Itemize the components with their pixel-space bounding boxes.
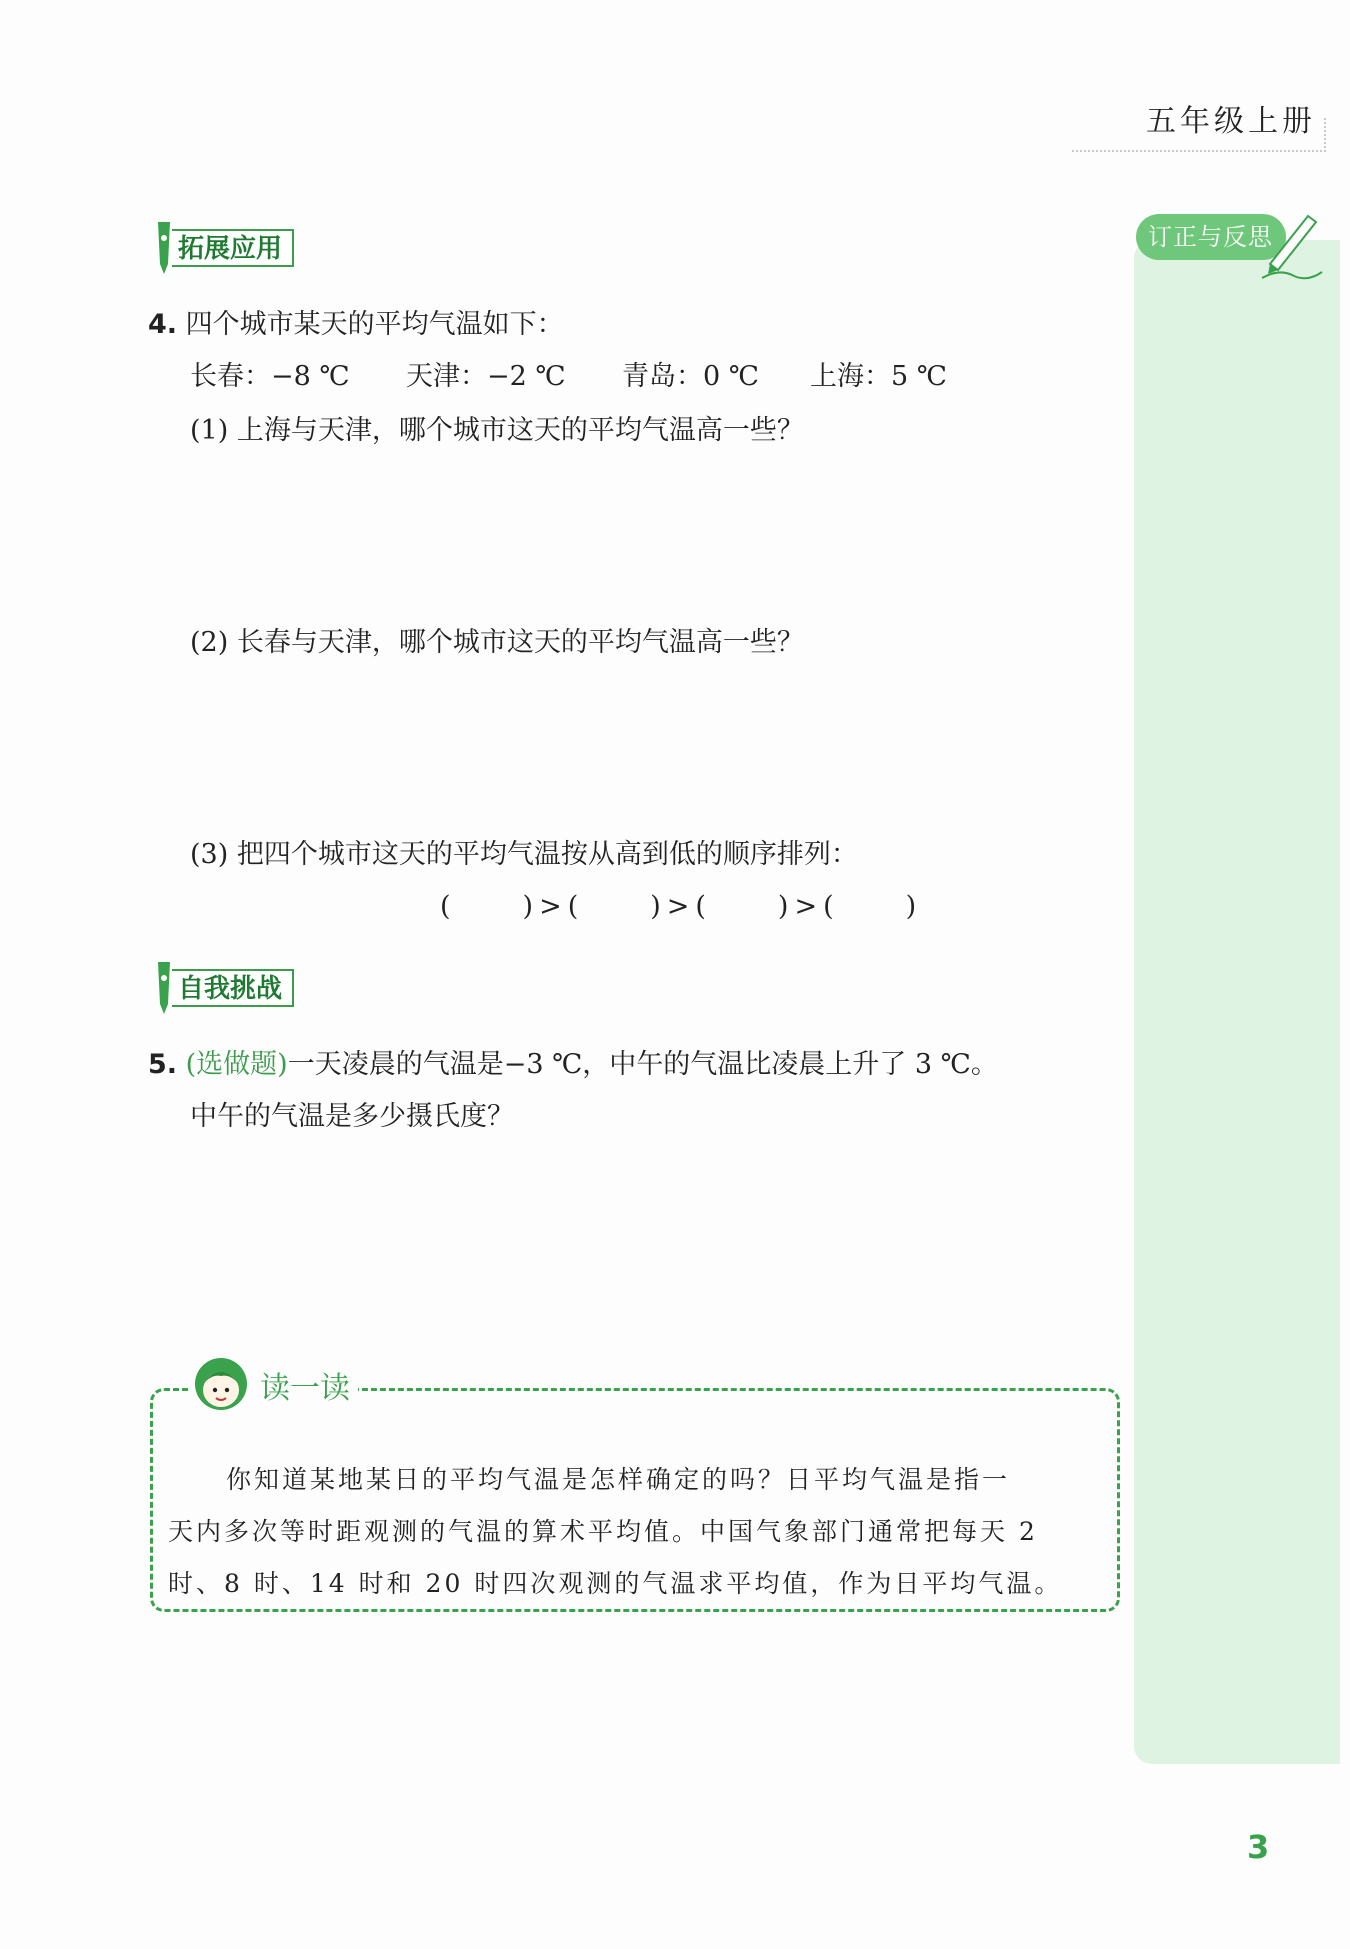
section-header-extend	[150, 218, 294, 278]
reading-line-3: 时、8 时、14 时和 20 时四次观测的气温求平均值，作为日平均气温。	[168, 1569, 1063, 1598]
temp-tianjin: 天津：−2 ℃	[406, 361, 566, 392]
temp-qingdao: 青岛：0 ℃	[622, 361, 759, 392]
grade-label: 五年级上册	[1140, 96, 1322, 140]
question-5-line-2: 中午的气温是多少摄氏度？	[190, 1101, 514, 1132]
section-header-challenge	[150, 958, 294, 1018]
question-5-line-1: 一天凌晨的气温是−3 ℃，中午的气温比凌晨上升了 3 ℃。	[287, 1049, 998, 1080]
section-label-extend: 拓展应用	[172, 229, 294, 267]
subquestion-3: (3) 把四个城市这天的平均气温按从高到低的顺序排列：	[190, 839, 858, 870]
question-5	[148, 1042, 998, 1081]
correction-panel	[1134, 240, 1340, 1764]
temp-changchun: 长春：−8 ℃	[190, 361, 350, 392]
page-number: 3	[1247, 1828, 1270, 1866]
subquestion-2: (2) 长春与天津，哪个城市这天的平均气温高一些？	[190, 627, 804, 658]
reading-line-2: 天内多次等时距观测的气温的算术平均值。中国气象部门通常把每天 2	[168, 1517, 1038, 1546]
question-number: 4.	[148, 309, 178, 340]
subquestion-1: (1) 上海与天津，哪个城市这天的平均气温高一些？	[190, 415, 804, 446]
question-4	[148, 302, 564, 341]
reading-title	[190, 1354, 358, 1416]
reading-line-1: 你知道某地某日的平均气温是怎样确定的吗？日平均气温是指一	[226, 1465, 1011, 1494]
correction-panel-tab: 订正与反思	[1136, 214, 1286, 260]
section-label-challenge: 自我挑战	[172, 969, 294, 1007]
optional-tag: (选做题)	[185, 1049, 288, 1080]
question-number: 5.	[148, 1049, 178, 1080]
reading-title-text: 读一读	[260, 1371, 350, 1406]
question-prompt: 四个城市某天的平均气温如下：	[185, 309, 564, 340]
order-answer-blanks[interactable]: ( )>( )>( )>( )	[440, 891, 923, 922]
girl-avatar-icon	[190, 1354, 252, 1416]
pencil-icon	[1260, 206, 1324, 282]
temp-shanghai: 上海：5 ℃	[810, 361, 947, 392]
